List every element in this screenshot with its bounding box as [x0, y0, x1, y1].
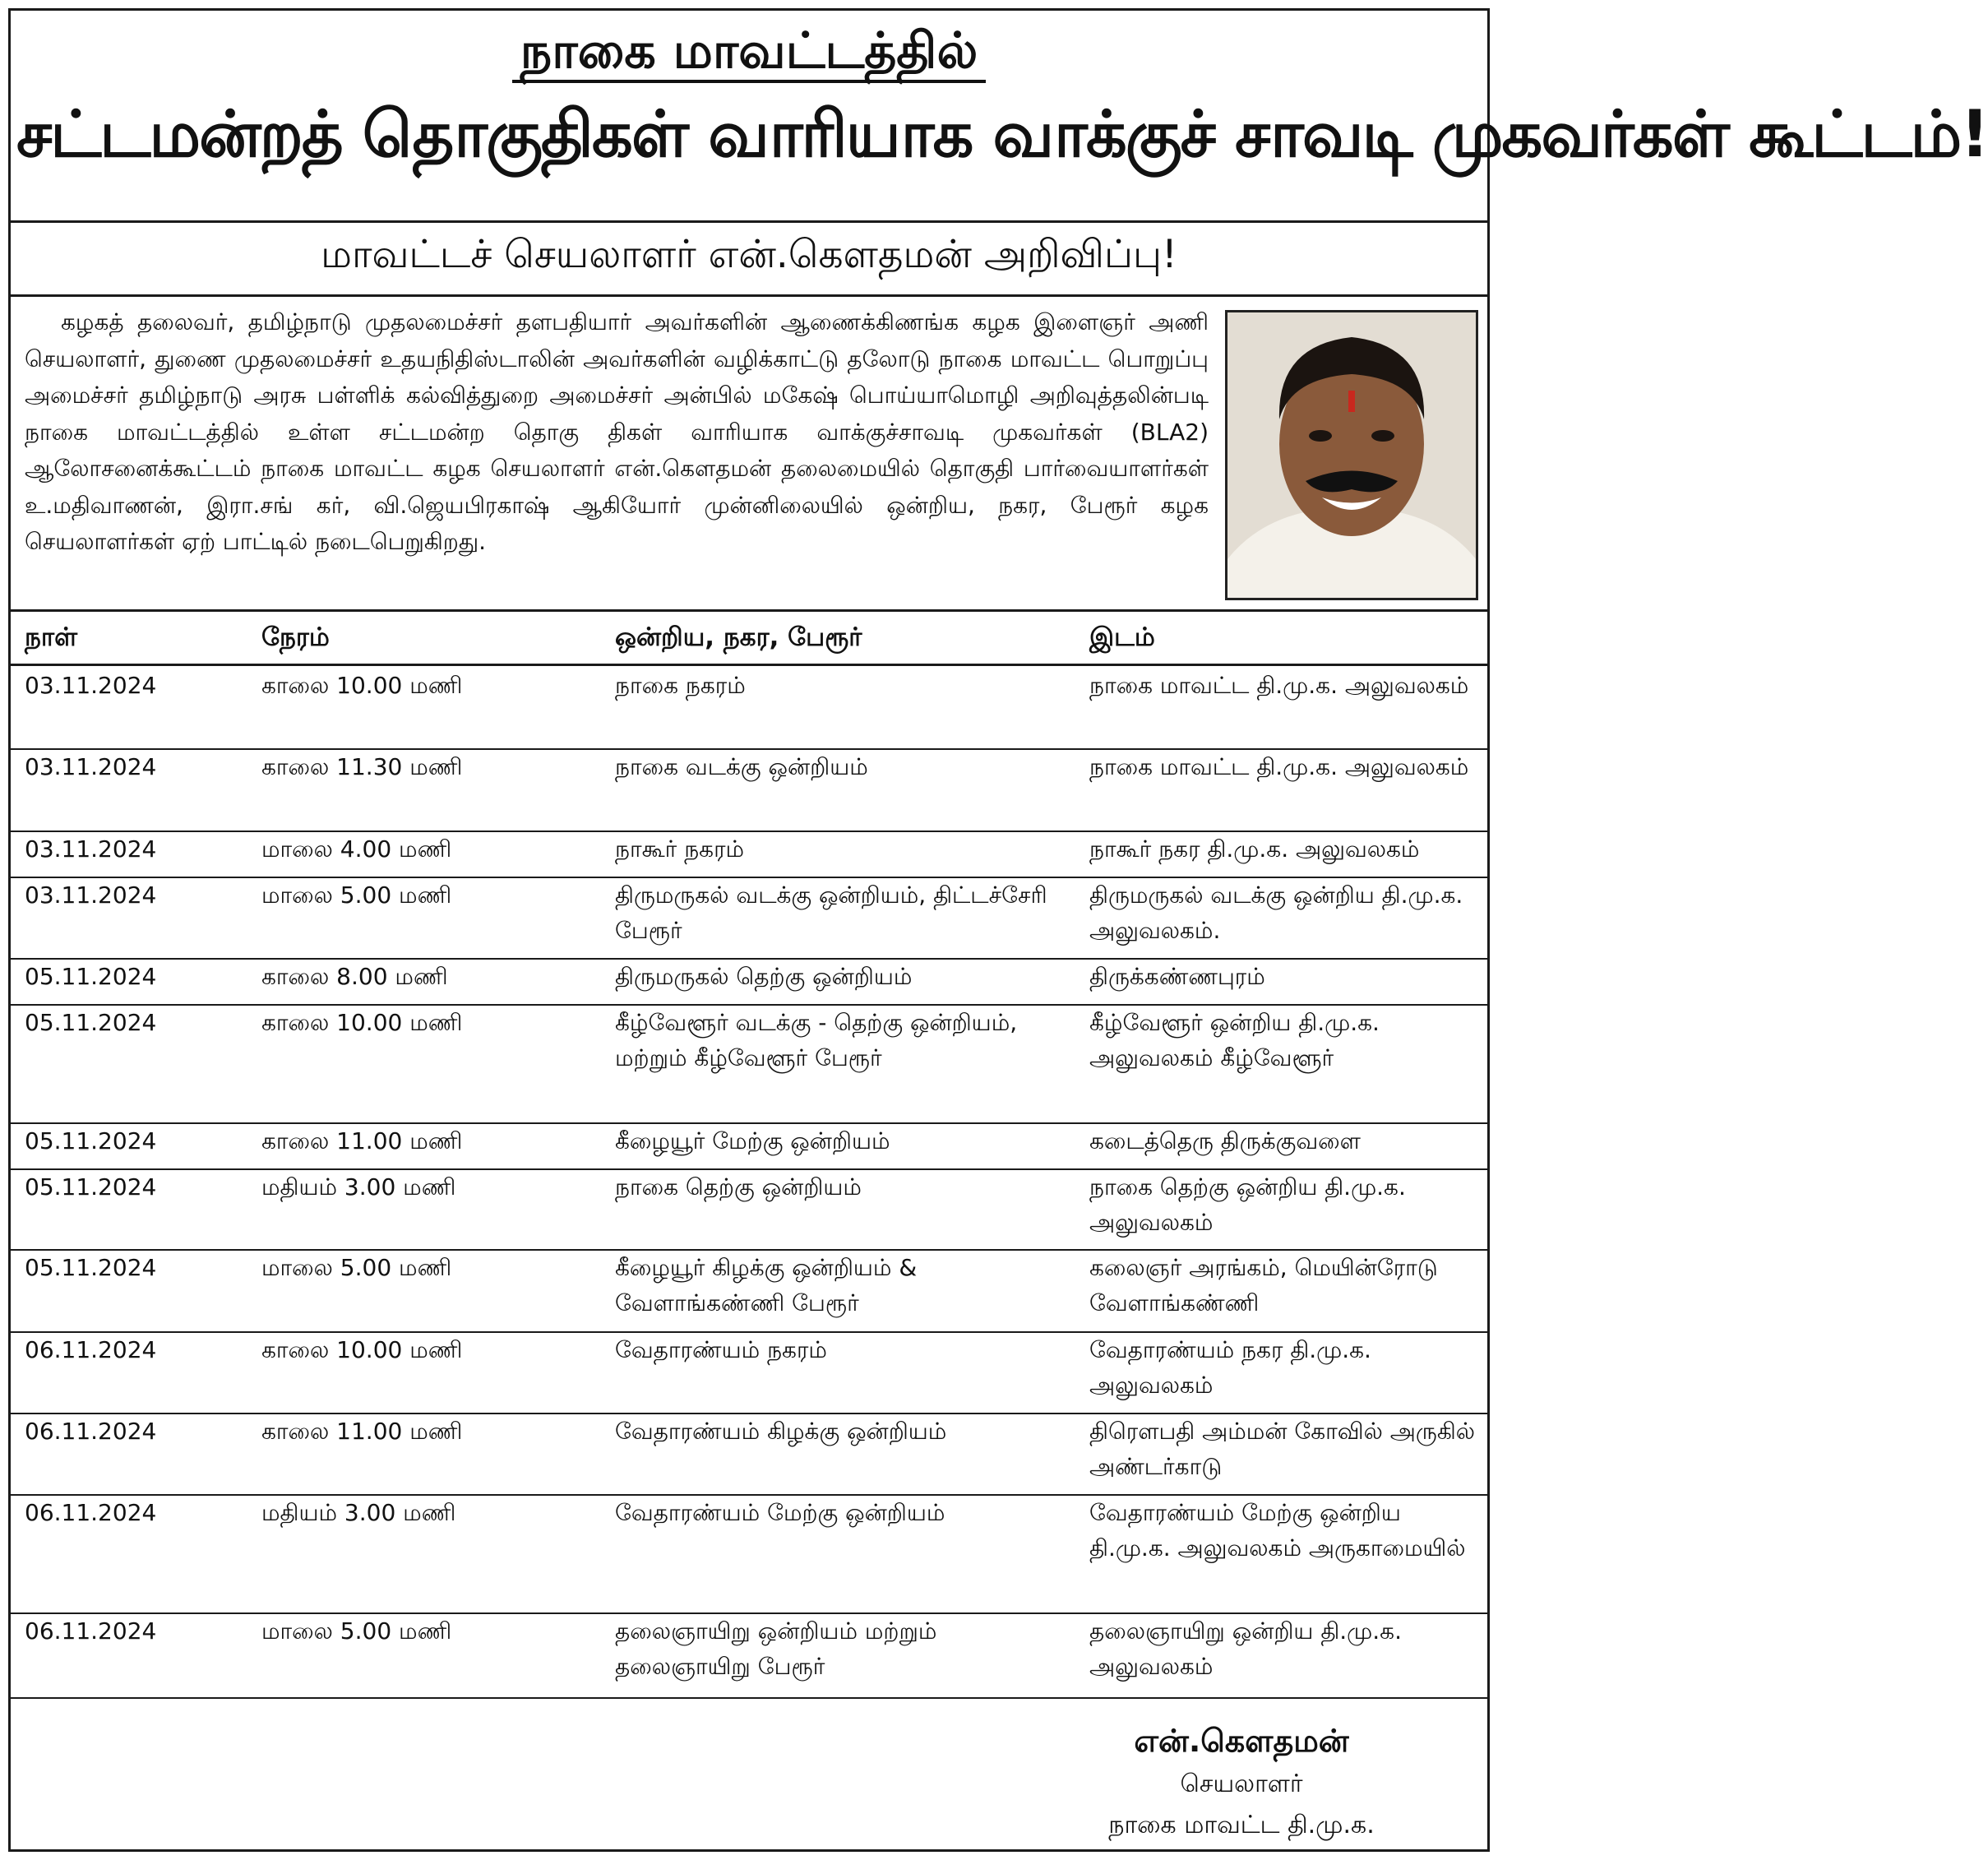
- row-venue: வேதாரண்யம் மேற்கு ஒன்றிய தி.மு.க. அலுவலகம் அருகாமையில்: [1089, 1499, 1466, 1562]
- row-venue: நாகை மாவட்ட தி.மு.க. அலுவலகம்: [1089, 672, 1469, 699]
- row-time: மதியம் 3.00 மணி: [261, 1499, 456, 1526]
- row-date: 06.11.2024: [25, 1617, 157, 1645]
- row-venue: திரௌபதி அம்மன் கோவில் அருகில் அண்டர்காடு: [1089, 1418, 1476, 1480]
- row-unit: நாகூர் நகரம்: [615, 835, 745, 863]
- row-time: காலை 11.00 மணி: [261, 1127, 463, 1154]
- divider: [8, 664, 1490, 666]
- row-venue: நாகூர் நகர தி.மு.க. அலுவலகம்: [1089, 835, 1420, 863]
- row-venue: தலைஞாயிறு ஒன்றிய தி.மு.க. அலுவலகம்: [1089, 1617, 1402, 1680]
- column-header-time: நேரம்: [261, 622, 330, 652]
- row-date: 05.11.2024: [25, 1127, 157, 1154]
- signatory-name: என்.கௌதமன்: [1134, 1723, 1349, 1759]
- row-date: 06.11.2024: [25, 1499, 157, 1526]
- divider: [8, 220, 1490, 223]
- row-venue: நாகை தெற்கு ஒன்றிய தி.மு.க. அலுவலகம்: [1089, 1173, 1406, 1236]
- row-date: 05.11.2024: [25, 963, 157, 990]
- row-unit: திருமருகல் வடக்கு ஒன்றியம், திட்டச்சேரி பேரூர்: [615, 881, 1047, 944]
- portrait-photo: [1225, 310, 1478, 600]
- row-venue: கடைத்தெரு திருக்குவளை: [1089, 1127, 1361, 1154]
- row-unit: கீழையூர் கிழக்கு ஒன்றியம் & வேளாங்கண்ணி பேரூர்: [615, 1254, 918, 1316]
- row-venue: நாகை மாவட்ட தி.மு.க. அலுவலகம்: [1089, 753, 1469, 780]
- row-unit: திருமருகல் தெற்கு ஒன்றியம்: [615, 963, 913, 990]
- row-unit: கீழ்வேளூர் வடக்கு - தெற்கு ஒன்றியம், மற்றும் கீழ்வேளூர் பேரூர்: [615, 1009, 1018, 1071]
- row-unit: நாகை தெற்கு ஒன்றியம்: [615, 1173, 862, 1201]
- row-divider: [8, 1697, 1490, 1699]
- row-date: 03.11.2024: [25, 881, 157, 909]
- row-date: 05.11.2024: [25, 1009, 157, 1036]
- row-unit: தலைஞாயிறு ஒன்றியம் மற்றும் தலைஞாயிறு பேரூர்: [615, 1617, 937, 1680]
- row-time: மாலை 5.00 மணி: [261, 881, 452, 909]
- row-time: மாலை 4.00 மணி: [261, 835, 452, 863]
- row-venue: வேதாரண்யம் நகர தி.மு.க. அலுவலகம்: [1089, 1336, 1371, 1399]
- row-time: காலை 10.00 மணி: [261, 1009, 463, 1036]
- row-unit: கீழையூர் மேற்கு ஒன்றியம்: [615, 1127, 890, 1154]
- row-time: காலை 11.00 மணி: [261, 1418, 463, 1445]
- row-time: காலை 8.00 மணி: [261, 963, 448, 990]
- row-venue: திருமருகல் வடக்கு ஒன்றிய தி.மு.க. அலுவலகம்.: [1089, 881, 1463, 944]
- signatory-title: செயலாளர்: [1180, 1770, 1303, 1798]
- row-venue: கலைஞர் அரங்கம், மெயின்ரோடு வேளாங்கண்ணி: [1089, 1254, 1438, 1316]
- row-venue: கீழ்வேளூர் ஒன்றிய தி.மு.க. அலுவலகம் கீழ்வேளூர்: [1089, 1009, 1380, 1071]
- row-date: 03.11.2024: [25, 672, 157, 699]
- row-date: 03.11.2024: [25, 753, 157, 780]
- row-date: 05.11.2024: [25, 1173, 157, 1201]
- column-header-date: நாள்: [25, 622, 78, 652]
- row-date: 05.11.2024: [25, 1254, 157, 1281]
- headline: சட்டமன்றத் தொகுதிகள் வாரியாக வாக்குச் சாவடி முகவர்கள் கூட்டம்!: [16, 98, 1988, 172]
- row-unit: வேதாரண்யம் மேற்கு ஒன்றியம்: [615, 1499, 945, 1526]
- row-unit: நாகை நகரம்: [615, 672, 746, 699]
- row-time: மாலை 5.00 மணி: [261, 1617, 452, 1645]
- top-line-text: நாகை மாவட்டத்தில்: [512, 22, 987, 83]
- row-time: மாலை 5.00 மணி: [261, 1254, 452, 1281]
- column-header-venue: இடம்: [1089, 622, 1155, 652]
- row-date: 03.11.2024: [25, 835, 157, 863]
- row-venue: திருக்கண்ணபுரம்: [1089, 963, 1265, 990]
- row-unit: வேதாரண்யம் நகரம்: [615, 1336, 827, 1363]
- top-line: [0, 21, 1498, 81]
- subheadline: மாவட்டச் செயலாளர் என்.கௌதமன் அறிவிப்பு!: [321, 232, 1177, 277]
- row-unit: வேதாரண்யம் கிழக்கு ஒன்றியம்: [615, 1418, 947, 1445]
- row-time: காலை 10.00 மணி: [261, 1336, 463, 1363]
- row-unit: நாகை வடக்கு ஒன்றியம்: [615, 753, 868, 780]
- row-time: மதியம் 3.00 மணி: [261, 1173, 456, 1201]
- portrait-icon: [1227, 312, 1476, 598]
- column-header-unit: ஒன்றிய, நகர, பேரூர்: [615, 622, 862, 652]
- divider: [8, 294, 1490, 297]
- row-date: 06.11.2024: [25, 1418, 157, 1445]
- signatory-org: நாகை மாவட்ட தி.மு.க.: [1108, 1811, 1375, 1839]
- row-time: காலை 11.30 மணி: [261, 753, 463, 780]
- row-time: காலை 10.00 மணி: [261, 672, 463, 699]
- row-date: 06.11.2024: [25, 1336, 157, 1363]
- body-paragraph: கழகத் தலைவர், தமிழ்நாடு முதலமைச்சர் தளபதியார் அவர்களின் ஆணைக்கிணங்க கழக இளைஞர் அணி செயலாளர், துணை முதலமைச்சர் உதயநிதிஸ்டாலின் அவர்களின் வழிக்காட்டு தலோடு நாகை மாவட்ட பொறுப்பு அமைச்சர் தமிழ்நாடு அரசு பள்ளிக் கல்வித்துறை அமைச்சர் அன்பில் மகேஷ் பொய்யாமொழி அறிவுத்தலின்படி நாகை மாவட்டத்தில் உள்ள சட்டமன்ற தொகு திகள் வாரியாக வாக்குச்சாவடி முகவர்கள் (BLA2) ஆலோசனைக்கூட்டம் நாகை மாவட்ட கழக செயலாளர் என்.கௌதமன் தலைமையில் தொகுதி பார்வையாளர்கள் உ.மதிவாணன், இரா.சங் கர், வி.ஜெயபிரகாஷ் ஆகியோர் முன்னிலையில் ஒன்றிய, நகர, பேரூர் கழக செயலாளர்கள் ஏற் பாட்டில் நடைபெறுகிறது.: [25, 308, 1209, 555]
- divider: [8, 609, 1490, 612]
